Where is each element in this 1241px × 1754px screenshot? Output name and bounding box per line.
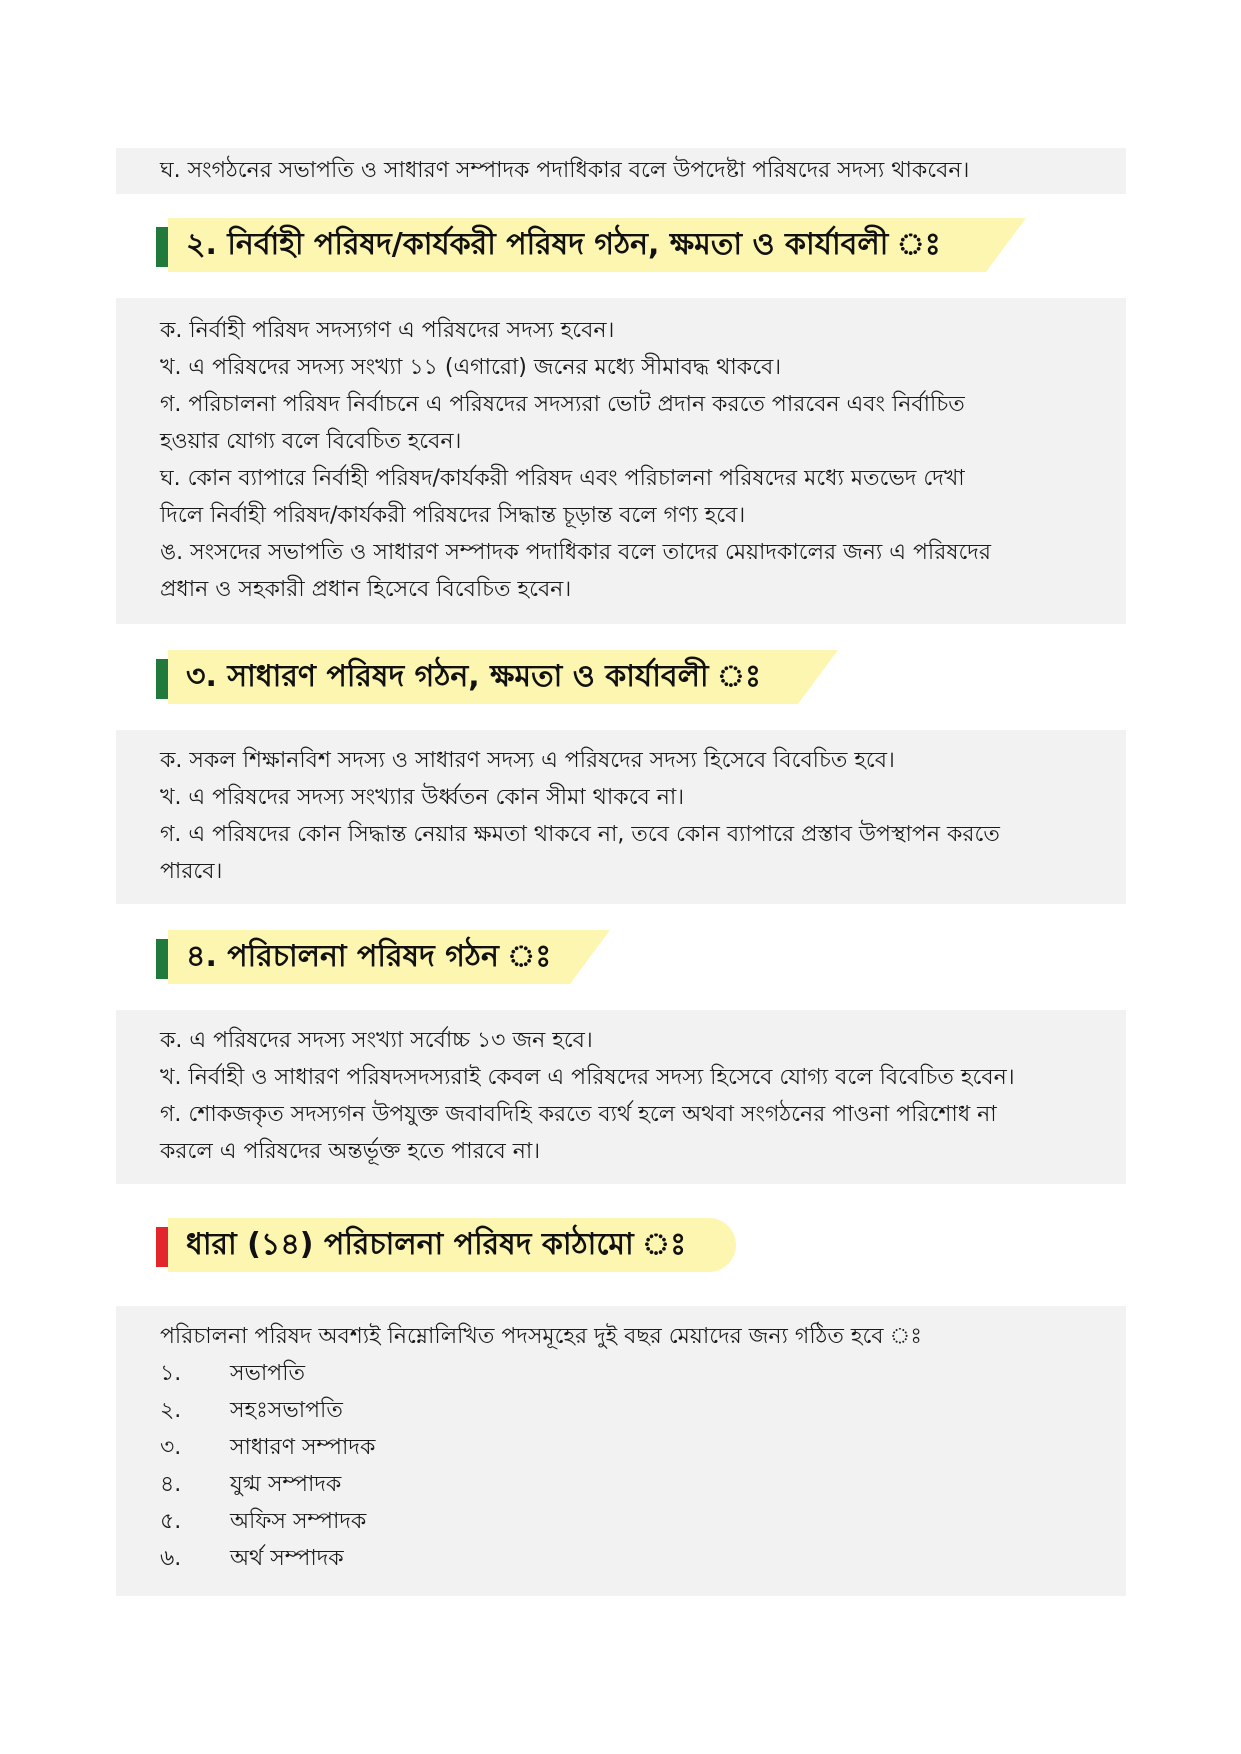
section-3-line: গ. এ পরিষদের কোন সিদ্ধান্ত নেয়ার ক্ষমতা থাকবে না, তবে কোন ব্যাপারে প্রস্তাব উপস্থাপন করতে: [160, 822, 1000, 847]
section-marker-bar: [156, 659, 168, 699]
list-item: [160, 1392, 1082, 1429]
section-2-line: ক. নির্বাহী পরিষদ সদস্যগণ এ পরিষদের সদস্য হবেন।: [160, 318, 615, 343]
section-14-box: [116, 1306, 1126, 1596]
list-item-label: অর্থ সম্পাদক: [230, 1546, 344, 1571]
list-item: [160, 1540, 1082, 1577]
section-2-line: প্রধান ও সহকারী প্রধান হিসেবে বিবেচিত হবেন।: [160, 577, 572, 602]
section-2-line: খ. এ পরিষদের সদস্য সংখ্যা ১১ (এগারো) জনের মধ্যে সীমাবদ্ধ থাকবে।: [160, 355, 782, 380]
section-3-line: পারবে।: [160, 859, 223, 884]
section-3-line: খ. এ পরিষদের সদস্য সংখ্যার উর্ধ্বতন কোন সীমা থাকবে না।: [160, 785, 685, 810]
list-item-number: ৬.: [160, 1546, 182, 1571]
section-marker-bar: [156, 1227, 168, 1267]
section-4-line: খ. নির্বাহী ও সাধারণ পরিষদসদস্যরাই কেবল এ পরিষদের সদস্য হিসেবে যোগ্য বলে বিবেচিত হবেন।: [160, 1065, 1015, 1090]
list-item: [160, 1429, 1082, 1466]
section-4-line: ক. এ পরিষদের সদস্য সংখ্যা সর্বোচ্চ ১৩ জন হবে।: [160, 1028, 593, 1053]
section-2-line: গ. পরিচালনা পরিষদ নির্বাচনে এ পরিষদের সদস্যরা ভোট প্রদান করতে পারবেন এবং নির্বাচিত: [160, 392, 965, 417]
list-item-label: সহঃসভাপতি: [230, 1398, 343, 1423]
section-2-title: ২. নির্বাহী পরিষদ/কার্যকরী পরিষদ গঠন, ক্ষমতা ও কার্যাবলী ঃ: [186, 227, 941, 262]
list-item: [160, 1355, 1082, 1392]
top-note-box: [116, 148, 1126, 194]
section-3-line: ক. সকল শিক্ষানবিশ সদস্য ও সাধারণ সদস্য এ পরিষদের সদস্য হিসেবে বিবেচিত হবে।: [160, 748, 895, 773]
list-item-number: ১.: [160, 1361, 182, 1386]
section-4-line: করলে এ পরিষদের অন্তর্ভূক্ত হতে পারবে না।: [160, 1139, 541, 1164]
list-item-label: যুগ্ম সম্পাদক: [230, 1472, 342, 1497]
list-item-number: ২.: [160, 1398, 182, 1423]
section-14-intro: পরিচালনা পরিষদ অবশ্যই নিম্নোলিখিত পদসমূহের দুই বছর মেয়াদের জন্য গঠিত হবে ঃ: [160, 1324, 922, 1349]
list-item: [160, 1466, 1082, 1503]
section-2-box: [116, 298, 1126, 624]
top-note-text: ঘ. সংগঠনের সভাপতি ও সাধারণ সম্পাদক পদাধিকার বলে উপদেষ্টা পরিষদের সদস্য থাকবেন।: [160, 158, 970, 183]
section-2-line: দিলে নির্বাহী পরিষদ/কার্যকরী পরিষদের সিদ্ধান্ত চূড়ান্ত বলে গণ্য হবে।: [160, 503, 746, 528]
section-3-title: ৩. সাধারণ পরিষদ গঠন, ক্ষমতা ও কার্যাবলী ঃ: [186, 659, 761, 694]
list-item-label: সভাপতি: [230, 1361, 306, 1386]
section-4-box: [116, 1010, 1126, 1184]
list-item: [160, 1503, 1082, 1540]
list-item-number: ৩.: [160, 1435, 182, 1460]
list-item-label: সাধারণ সম্পাদক: [230, 1435, 376, 1460]
section-2-line: ঙ. সংসদের সভাপতি ও সাধারণ সম্পাদক পদাধিকার বলে তাদের মেয়াদকালের জন্য এ পরিষদের: [160, 540, 991, 565]
list-item-label: অফিস সম্পাদক: [230, 1509, 367, 1534]
section-marker-bar: [156, 227, 168, 267]
section-4-title: ৪. পরিচালনা পরিষদ গঠন ঃ: [186, 939, 552, 974]
section-3-box: [116, 730, 1126, 904]
list-item-number: ৫.: [160, 1509, 182, 1534]
section-2-line: ঘ. কোন ব্যাপারে নির্বাহী পরিষদ/কার্যকরী পরিষদ এবং পরিচালনা পরিষদের মধ্যে মতভেদ দেখা: [160, 466, 965, 491]
list-item-number: ৪.: [160, 1472, 182, 1497]
section-2-line: হওয়ার যোগ্য বলে বিবেচিত হবেন।: [160, 429, 462, 454]
section-14-title: ধারা (১৪) পরিচালনা পরিষদ কাঠামো ঃ: [186, 1227, 687, 1262]
section-marker-bar: [156, 939, 168, 979]
section-4-line: গ. শোকজকৃত সদস্যগন উপযুক্ত জবাবদিহি করতে ব্যর্থ হলে অথবা সংগঠনের পাওনা পরিশোধ না: [160, 1102, 997, 1127]
